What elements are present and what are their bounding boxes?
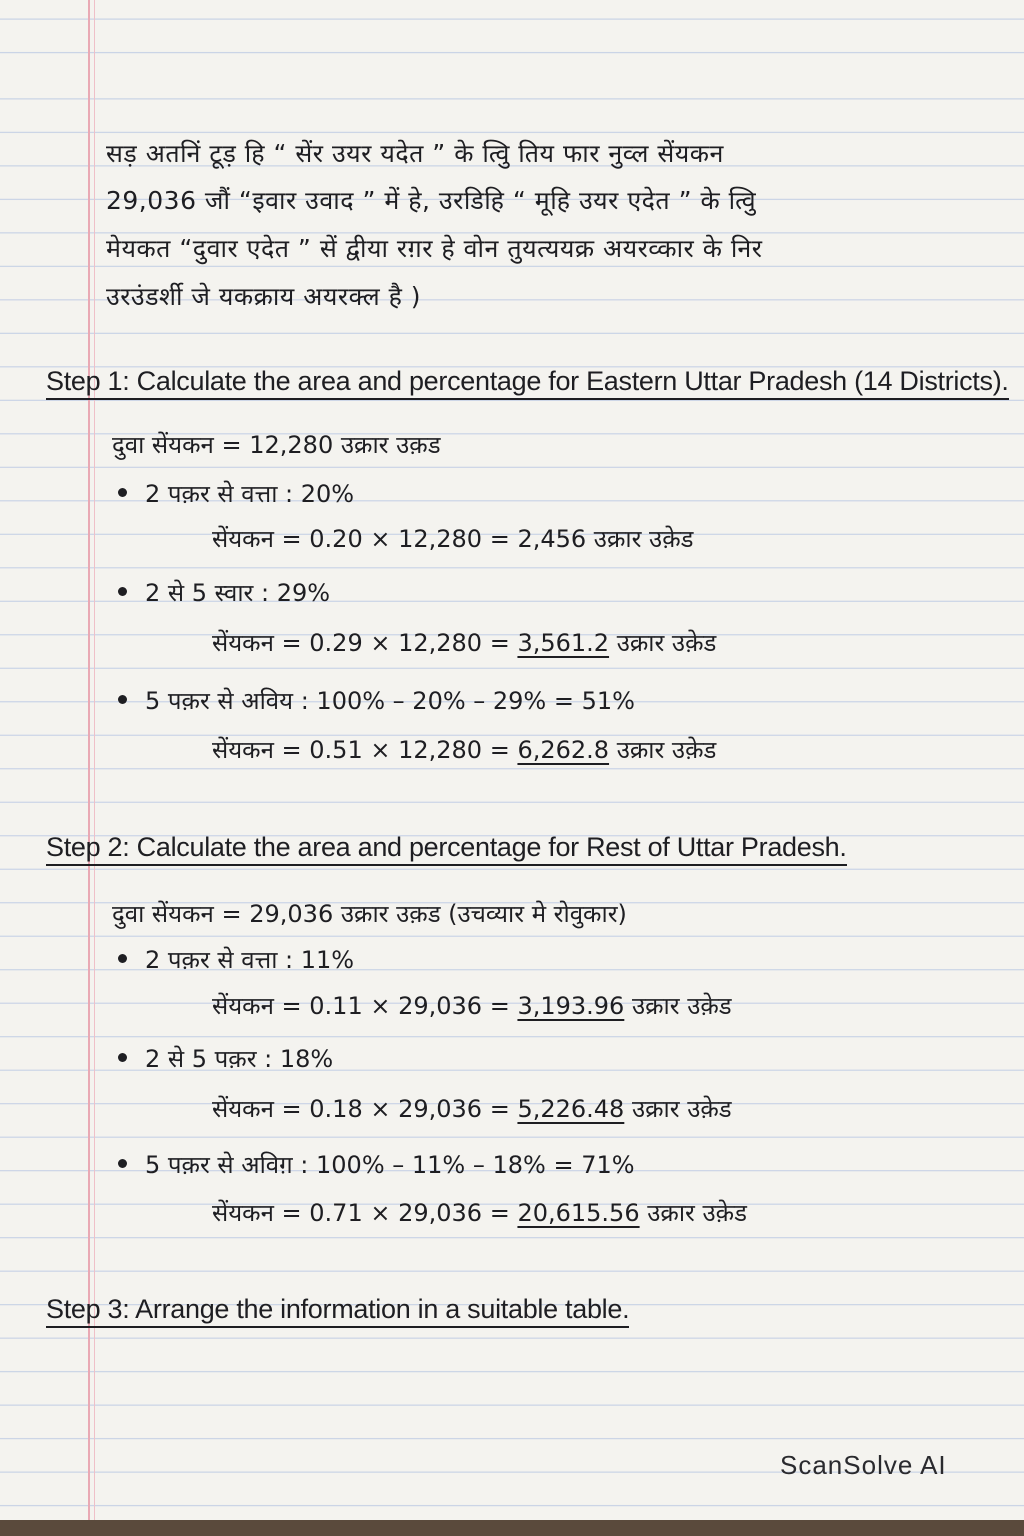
step-2-item-2-calc: सेंयकन = 0.18 × 29,036 = 5,226.48 उक्रार उक़ेड <box>212 1095 732 1123</box>
calc-formula: 0.29 × 12,280 = <box>309 629 518 657</box>
item-label: 2 से 5 पक़र <box>145 1045 257 1073</box>
step-1-item-2-calc: सेंयकन = 0.29 × 12,280 = 3,561.2 उक्रार उक़ेड <box>212 629 717 657</box>
equals-sign: = <box>221 431 250 459</box>
bullet-dot <box>118 488 127 497</box>
calc-result: 6,262.8 <box>517 736 610 764</box>
calc-formula: 0.11 × 29,036 = <box>309 992 518 1020</box>
intro-line-2: 29,036 जौं “इवार उवाद ” में हे, उरडिहि “ मूहि उयर एदेत ” के त्विु <box>106 186 757 215</box>
calc-unit: उक्रार उक़ेड <box>616 629 717 657</box>
total-label: दुवा सेंयकन <box>112 431 214 459</box>
item-percent: 29% <box>276 579 331 607</box>
total-value: 12,280 <box>249 431 334 459</box>
step-3-heading: Step 3: Arrange the information in a suitable table. <box>46 1294 629 1328</box>
bullet-dot <box>118 587 127 596</box>
step-1-item-2: 2 से 5 स्वार : 29% <box>118 576 330 609</box>
item-label: 5 पक़र से अविय <box>145 687 294 715</box>
calc-unit: उक्रार उक़ेड <box>616 736 717 764</box>
item-label: 5 पक़र से अविग़ <box>145 1151 293 1179</box>
total-unit: उक्रार उक़ड (उचव्यार मे रोवुकार) <box>340 900 627 928</box>
calc-unit: उक्रार उक़ेड <box>647 1199 747 1227</box>
step-2-heading: Step 2: Calculate the area and percentage for Rest of Uttar Pradesh. <box>46 832 847 866</box>
margin-line <box>88 0 90 1520</box>
total-label: दुवा सेंयकन <box>112 900 214 928</box>
step-2-item-2: 2 से 5 पक़र : 18% <box>118 1042 333 1075</box>
intro-line-3: मेयकत “दुवार एदेत ” सें द्वीया रग़र हे वोन तुयत्ययक्र अयरव्कार के निर <box>106 234 763 263</box>
calc-label: सेंयकन <box>212 736 274 764</box>
brand-watermark: ScanSolve AI <box>780 1450 947 1480</box>
item-label: 2 पक़र से वत्ता <box>145 946 278 974</box>
step-1-heading: Step 1: Calculate the area and percentage for Eastern Uttar Pradesh (14 Districts). <box>46 366 1009 400</box>
step-1-item-1: 2 पक़र से वत्ता : 20% <box>118 477 354 510</box>
step-1-total <box>112 428 441 461</box>
calc-formula: 0.51 × 12,280 = <box>309 736 518 764</box>
bullet-dot <box>118 1159 127 1168</box>
item-label: 2 पक़र से वत्ता <box>145 480 278 508</box>
equals-sign: = <box>221 900 250 928</box>
item-percent: 18% <box>279 1045 334 1073</box>
calc-result: 3,561.2 <box>517 629 610 657</box>
total-unit: उक्रार उक़ड <box>340 431 441 459</box>
intro-line-1: सड़ अतनिं टूड़ हि “ सेंर उयर यदेत ” के त्विु तिय फार नुव्ल सेंयकन <box>106 139 724 168</box>
margin-line-secondary <box>94 0 95 1520</box>
item-percent: 100% – 20% – 29% = 51% <box>316 687 635 715</box>
step-2-item-1-calc: सेंयकन = 0.11 × 29,036 = 3,193.96 उक्रार उक़ेड <box>212 992 732 1020</box>
step-1-item-3-calc: सेंयकन = 0.51 × 12,280 = 6,262.8 उक्रार उक़ेड <box>212 736 717 764</box>
item-percent: 11% <box>300 946 355 974</box>
calc-unit: उक्रार उक़ेड <box>631 992 732 1020</box>
step-2-item-3-calc: सेंयकन = 0.71 × 29,036 = 20,615.56 उक्रार उक़ेड <box>212 1199 747 1227</box>
calc-label: सेंयकन <box>212 992 274 1020</box>
bullet-dot <box>118 954 127 963</box>
item-percent: 100% – 11% – 18% = 71% <box>316 1151 635 1179</box>
item-label: 2 से 5 स्वार <box>145 579 254 607</box>
calc-unit: उक्रार उक़ेड <box>593 525 694 553</box>
calc-label: सेंयकन <box>212 525 274 553</box>
step-2-item-3: 5 पक़र से अविग़ : 100% – 11% – 18% = 71% <box>118 1148 635 1181</box>
calc-label: सेंयकन <box>212 1095 274 1123</box>
calc-result: 20,615.56 <box>517 1199 640 1227</box>
calc-result: 3,193.96 <box>517 992 625 1020</box>
calc-formula: 0.71 × 29,036 = <box>309 1199 518 1227</box>
bullet-dot <box>118 1053 127 1062</box>
bullet-dot <box>118 695 127 704</box>
calc-label: सेंयकन <box>212 1199 274 1227</box>
step-2-item-1: 2 पक़र से वत्ता : 11% <box>118 943 354 976</box>
calc-result: 2,456 <box>517 525 587 553</box>
calc-formula: 0.20 × 12,280 = <box>309 525 518 553</box>
step-1-item-1-calc: सेंयकन = 0.20 × 12,280 = 2,456 उक्रार उक़ेड <box>212 525 694 553</box>
step-2-total <box>112 897 627 930</box>
item-percent: 20% <box>300 480 355 508</box>
calc-label: सेंयकन <box>212 629 274 657</box>
calc-formula: 0.18 × 29,036 = <box>309 1095 518 1123</box>
calc-result: 5,226.48 <box>517 1095 625 1123</box>
intro-line-4: उरउंडर्शी जे यकक्राय अयरक्ल है ) <box>106 282 422 311</box>
total-value: 29,036 <box>249 900 334 928</box>
step-1-item-3: 5 पक़र से अविय : 100% – 20% – 29% = 51% <box>118 684 635 717</box>
calc-unit: उक्रार उक़ेड <box>631 1095 732 1123</box>
